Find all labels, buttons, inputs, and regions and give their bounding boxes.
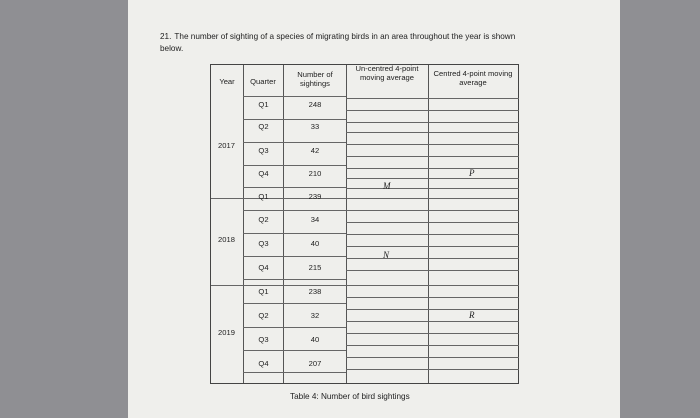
sightings-cell: 33 — [310, 122, 320, 131]
sightings-cell: 239 — [308, 192, 322, 201]
avg-row-divider — [346, 234, 519, 235]
avg-row-divider — [346, 321, 519, 322]
header-centred: Centred 4-point moving average — [433, 69, 513, 87]
col-divider — [283, 65, 284, 383]
sightings-cell: 42 — [310, 146, 320, 155]
year-divider — [211, 285, 519, 286]
row-divider — [243, 96, 346, 97]
quarter-cell: Q4 — [258, 263, 269, 272]
avg-row-divider — [346, 110, 519, 111]
variable-m: M — [383, 181, 391, 191]
sightings-cell: 210 — [308, 169, 322, 178]
variable-p: P — [469, 168, 475, 178]
col-divider — [346, 65, 347, 383]
sightings-cell: 248 — [308, 100, 322, 109]
avg-row-divider — [346, 98, 519, 99]
avg-row-divider — [346, 297, 519, 298]
quarter-cell: Q3 — [258, 146, 269, 155]
row-divider — [243, 303, 346, 304]
row-divider — [243, 327, 346, 328]
year-2018: 2018 — [218, 235, 235, 244]
quarter-cell: Q1 — [258, 100, 269, 109]
avg-row-divider — [346, 144, 519, 145]
avg-row-divider — [346, 168, 519, 169]
avg-row-divider — [346, 156, 519, 157]
quarter-cell: Q3 — [258, 335, 269, 344]
avg-row-divider — [346, 345, 519, 346]
header-year: Year — [219, 77, 235, 86]
sightings-cell: 238 — [308, 287, 322, 296]
sightings-cell: 215 — [308, 263, 322, 272]
bird-sightings-table — [210, 64, 519, 384]
col-divider — [243, 65, 244, 383]
quarter-cell: Q3 — [258, 239, 269, 248]
avg-row-divider — [346, 222, 519, 223]
avg-row-divider — [346, 178, 519, 179]
quarter-cell: Q2 — [258, 215, 269, 224]
avg-row-divider — [346, 333, 519, 334]
year-2017: 2017 — [218, 141, 235, 150]
question-line-1: The number of sighting of a species of migrating birds in an area throughout the year is shown — [174, 32, 516, 41]
row-divider — [243, 256, 346, 257]
header-sightings: Number of sightings — [297, 70, 333, 88]
avg-row-divider — [346, 210, 519, 211]
quarter-cell: Q1 — [258, 192, 269, 201]
row-divider — [243, 350, 346, 351]
quarter-cell: Q2 — [258, 122, 269, 131]
row-divider — [243, 142, 346, 143]
sightings-cell: 40 — [310, 239, 320, 248]
question-number: 21. — [160, 32, 172, 41]
quarter-cell: Q4 — [258, 169, 269, 178]
year-2019: 2019 — [218, 328, 235, 337]
quarter-cell: Q4 — [258, 359, 269, 368]
header-uncentred: Un-centred 4-point moving average — [355, 64, 419, 82]
row-divider — [243, 165, 346, 166]
quarter-cell: Q1 — [258, 287, 269, 296]
table-caption: Table 4: Number of bird sightings — [290, 392, 410, 401]
avg-row-divider — [346, 258, 519, 259]
row-divider — [243, 210, 346, 211]
avg-row-divider — [346, 369, 519, 370]
row-divider — [243, 372, 346, 373]
avg-row-divider — [346, 246, 519, 247]
question-text — [160, 31, 580, 55]
variable-r: R — [469, 310, 475, 320]
sightings-cell: 40 — [310, 335, 320, 344]
avg-row-divider — [346, 188, 519, 189]
row-divider — [243, 187, 346, 188]
header-quarter: Quarter — [250, 77, 276, 86]
avg-row-divider — [346, 122, 519, 123]
sightings-cell: 207 — [308, 359, 322, 368]
row-divider — [243, 279, 346, 280]
sightings-cell: 34 — [310, 215, 320, 224]
avg-row-divider — [346, 309, 519, 310]
sightings-cell: 32 — [310, 311, 320, 320]
variable-n: N — [383, 250, 390, 260]
avg-row-divider — [346, 357, 519, 358]
avg-row-divider — [346, 132, 519, 133]
avg-row-divider — [346, 270, 519, 271]
row-divider — [243, 119, 346, 120]
col-divider — [428, 65, 429, 383]
row-divider — [243, 233, 346, 234]
question-line-2: below. — [160, 44, 184, 53]
quarter-cell: Q2 — [258, 311, 269, 320]
